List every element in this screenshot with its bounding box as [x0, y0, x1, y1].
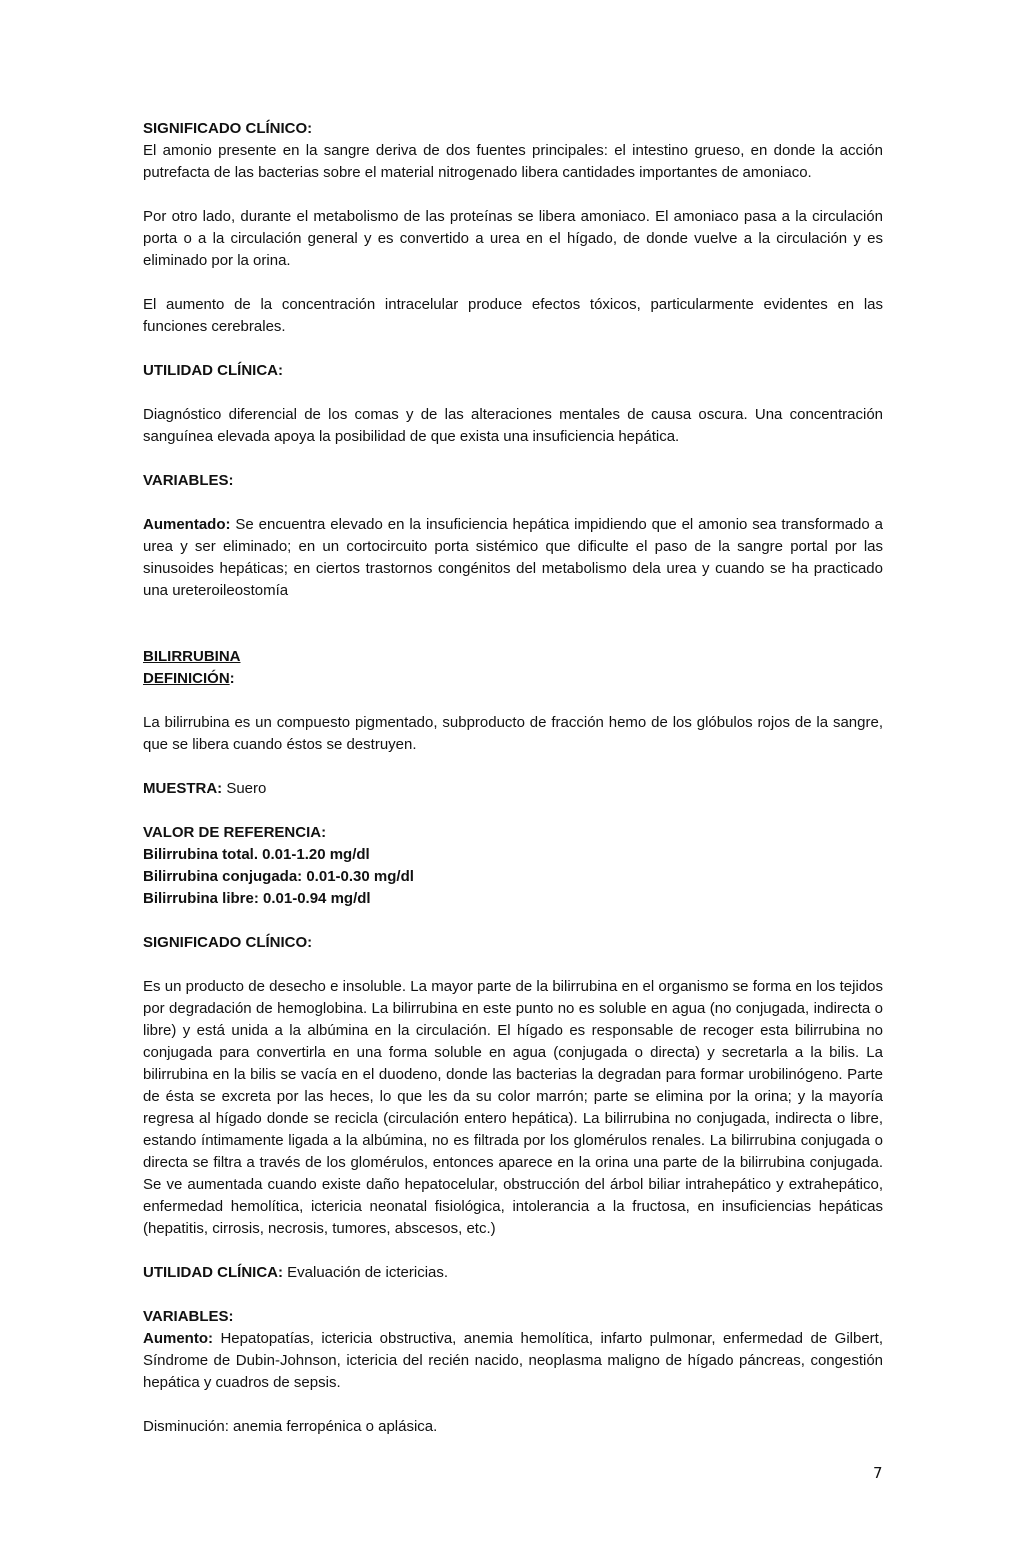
bilirrubina-definicion-colon: :: [229, 670, 235, 687]
bilirrubina-definicion-text: La bilirrubina es un compuesto pigmentado, subproducto de fracción hemo de los glóbulos rojos de la sangre, que se libera cuando éstos se destruyen.: [143, 714, 883, 753]
amonio-utilidad-text: Diagnóstico diferencial de los comas y de las alteraciones mentales de causa oscura. Una concentración sanguínea elevada apoya la posibilidad de que exista una insuficiencia hepática.: [143, 406, 883, 445]
bilirrubina-definicion-heading-line: [143, 668, 883, 690]
amonio-significado-paragraph-1: El amonio presente en la sangre deriva de dos fuentes principales: el intestino grueso, en donde la acción putrefacta de las bacterias sobre el material nitrogenado libera cantidades importantes de amoniaco.: [143, 142, 883, 181]
bilirrubina-muestra-label: MUESTRA:: [143, 780, 223, 797]
bilirrubina-significado-text: Es un producto de desecho e insoluble. La mayor parte de la bilirrubina en el organismo se forma en los tejidos por degradación de hemoglobina. La bilirrubina en este punto no es soluble en agua (no conjugada, indirecta o libre) y está unida a la albúmina en la circulación. El hígado es responsable de recoger esta bilirrubina no conjugada para convertirla en una forma soluble en agua (conjugada o directa) y secretarla a la bilis. La bilirrubina en la bilis se vacía en el duodeno, donde las bacterias la degradan para formar urobilinógeno. Parte de ésta se excreta por las heces, lo que les da su color marrón; parte se elimina por la orina; y la mayoría regresa al hígado donde se recicla (circulación entero hepática). La bilirrubina no conjugada, indirecta o libre, estando íntimamente ligada a la albúmina, no es filtrada por los glomérulos renales. La bilirrubina conjugada o directa se filtra a través de los glomérulos, entonces aparece en la orina una parte de la bilirrubina conjugada. Se ve aumentada cuando existe daño hepatocelular, obstrucción del árbol biliar intrahepático y extrahepático, enfermedad hemolítica, ictericia neonatal fisiológica, intolerancia a la fructosa, en insuficiencias hepáticas (hepatitis, cirrosis, necrosis, tumores, abscesos, etc.): [143, 978, 883, 1237]
amonio-aumentado-text: Se encuentra elevado en la insuficiencia hepática impidiendo que el amonio sea transformado a urea y ser eliminado; en un cortocircuito porta sistémico que dificulte el paso de la sangre portal por las sinusoides hepáticas; en ciertos trastornos congénitos del metabolismo dela urea y cuando se ha practicado una ureteroileostomía: [143, 516, 883, 599]
bilirrubina-utilidad-line: [143, 1262, 883, 1284]
bilirrubina-referencia-heading: VALOR DE REFERENCIA:: [143, 824, 327, 841]
bilirrubina-utilidad-label: UTILIDAD CLÍNICA:: [143, 1264, 283, 1281]
bilirrubina-ref-total: Bilirrubina total. 0.01-1.20 mg/dl: [143, 846, 370, 863]
bilirrubina-utilidad-value: Evaluación de ictericias.: [282, 1264, 449, 1281]
amonio-aumentado-label: Aumentado:: [143, 516, 231, 533]
bilirrubina-ref-conjugada: Bilirrubina conjugada: 0.01-0.30 mg/dl: [143, 868, 414, 885]
document-page: [143, 118, 883, 1438]
bilirrubina-definicion-heading: DEFINICIÓN: [143, 670, 230, 687]
page-number: 7: [873, 1464, 883, 1482]
amonio-significado-heading: SIGNIFICADO CLÍNICO:: [143, 120, 313, 137]
bilirrubina-muestra-value: Suero: [222, 780, 267, 797]
bilirrubina-ref-libre: Bilirrubina libre: 0.01-0.94 mg/dl: [143, 890, 371, 907]
bilirrubina-disminucion-text: Disminución: anemia ferropénica o aplásica.: [143, 1418, 438, 1435]
bilirrubina-title: BILIRRUBINA: [143, 648, 241, 665]
amonio-variables-heading: VARIABLES:: [143, 472, 234, 489]
bilirrubina-significado-heading: SIGNIFICADO CLÍNICO:: [143, 934, 313, 951]
bilirrubina-variables-heading: VARIABLES:: [143, 1308, 234, 1325]
amonio-significado-paragraph-3: El aumento de la concentración intracelular produce efectos tóxicos, particularmente evidentes en las funciones cerebrales.: [143, 296, 883, 335]
bilirrubina-aumento-label: Aumento:: [143, 1330, 213, 1347]
bilirrubina-aumento-paragraph: [143, 1328, 883, 1394]
bilirrubina-muestra-line: [143, 778, 883, 800]
amonio-utilidad-heading: UTILIDAD CLÍNICA:: [143, 362, 283, 379]
amonio-significado-paragraph-2: Por otro lado, durante el metabolismo de las proteínas se libera amoniaco. El amoniaco pasa a la circulación porta o a la circulación general y es convertido a urea en el hígado, de donde vuelve a la circulación y es eliminado por la orina.: [143, 208, 883, 269]
bilirrubina-aumento-text: Hepatopatías, ictericia obstructiva, anemia hemolítica, infarto pulmonar, enfermedad de Gilbert, Síndrome de Dubin-Johnson, ictericia del recién nacido, neoplasma maligno de hígado páncreas, congestión hepática y cuadros de sepsis.: [143, 1330, 883, 1391]
amonio-aumentado-paragraph: [143, 514, 883, 602]
